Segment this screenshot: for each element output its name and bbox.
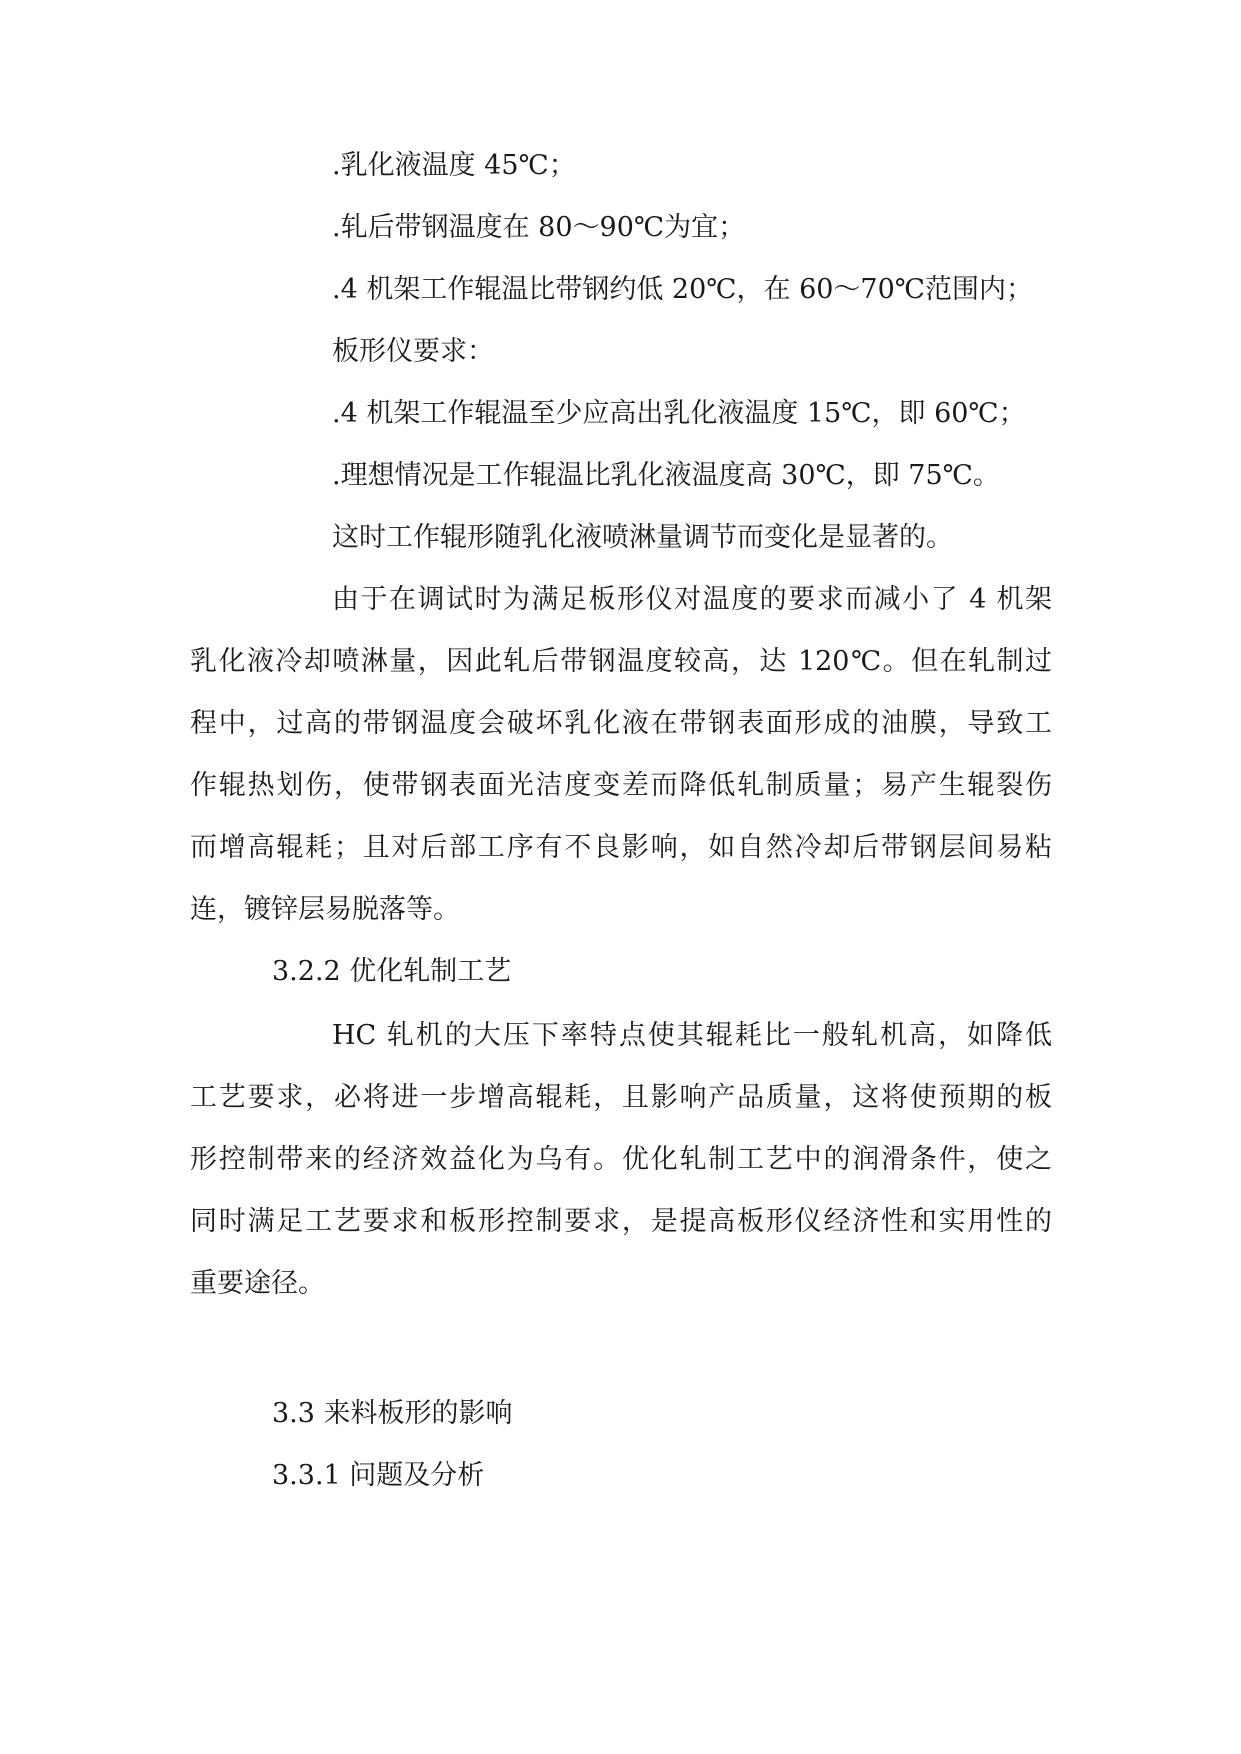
paragraph-line: 程中，过高的带钢温度会破坏乳化液在带钢表面形成的油膜，导致工 (190, 708, 1052, 739)
list-item-ideal-roll-temperature: .理想情况是工作辊温比乳化液温度高 30℃，即 75℃。 (332, 460, 1000, 491)
paragraph-line: 而增高辊耗；且对后部工序有不良影响，如自然冷却后带钢层间易粘 (190, 832, 1052, 863)
paragraph-line: 由于在调试时为满足板形仪对温度的要求而减小了 4 机架 (332, 584, 1052, 615)
paragraph-line: 工艺要求，必将进一步增高辊耗，且影响产品质量，这将使预期的板 (190, 1082, 1052, 1113)
paragraph-last-line: 重要途径。 (190, 1268, 325, 1299)
section-heading-3-3-1: 3.3.1 问题及分析 (272, 1460, 485, 1491)
list-item-minimum-roll-temperature: .4 机架工作辊温至少应高出乳化液温度 15℃，即 60℃； (332, 398, 1026, 429)
paragraph-line: HC 轧机的大压下率特点使其辊耗比一般轧机高，如降低 (332, 1020, 1052, 1051)
paragraph-line: 形控制带来的经济效益化为乌有。优化轧制工艺中的润滑条件，使之 (190, 1144, 1052, 1175)
section-heading-3-2-2: 3.2.2 优化轧制工艺 (272, 956, 512, 987)
paragraph-line: 作辊热划伤，使带钢表面光洁度变差而降低轧制质量；易产生辊裂伤 (190, 770, 1052, 801)
list-item-roll-temperature: .4 机架工作辊温比带钢约低 20℃，在 60～70℃范围内； (332, 274, 1033, 305)
list-item-strip-temperature: .轧后带钢温度在 80～90℃为宜； (332, 212, 746, 243)
paragraph-line: 同时满足工艺要求和板形控制要求，是提高板形仪经济性和实用性的 (190, 1206, 1052, 1237)
paragraph-last-line: 连，镀锌层易脱落等。 (190, 894, 460, 925)
section-heading-3-3: 3.3 来料板形的影响 (272, 1398, 513, 1429)
paragraph-line: 乳化液冷却喷淋量，因此轧后带钢温度较高，达 120℃。但在轧制过 (190, 646, 1052, 677)
conclusion-line: 这时工作辊形随乳化液喷淋量调节而变化是显著的。 (332, 522, 953, 553)
list-item-emulsion-temperature: .乳化液温度 45℃； (332, 150, 576, 181)
requirement-label: 板形仪要求： (332, 336, 494, 367)
